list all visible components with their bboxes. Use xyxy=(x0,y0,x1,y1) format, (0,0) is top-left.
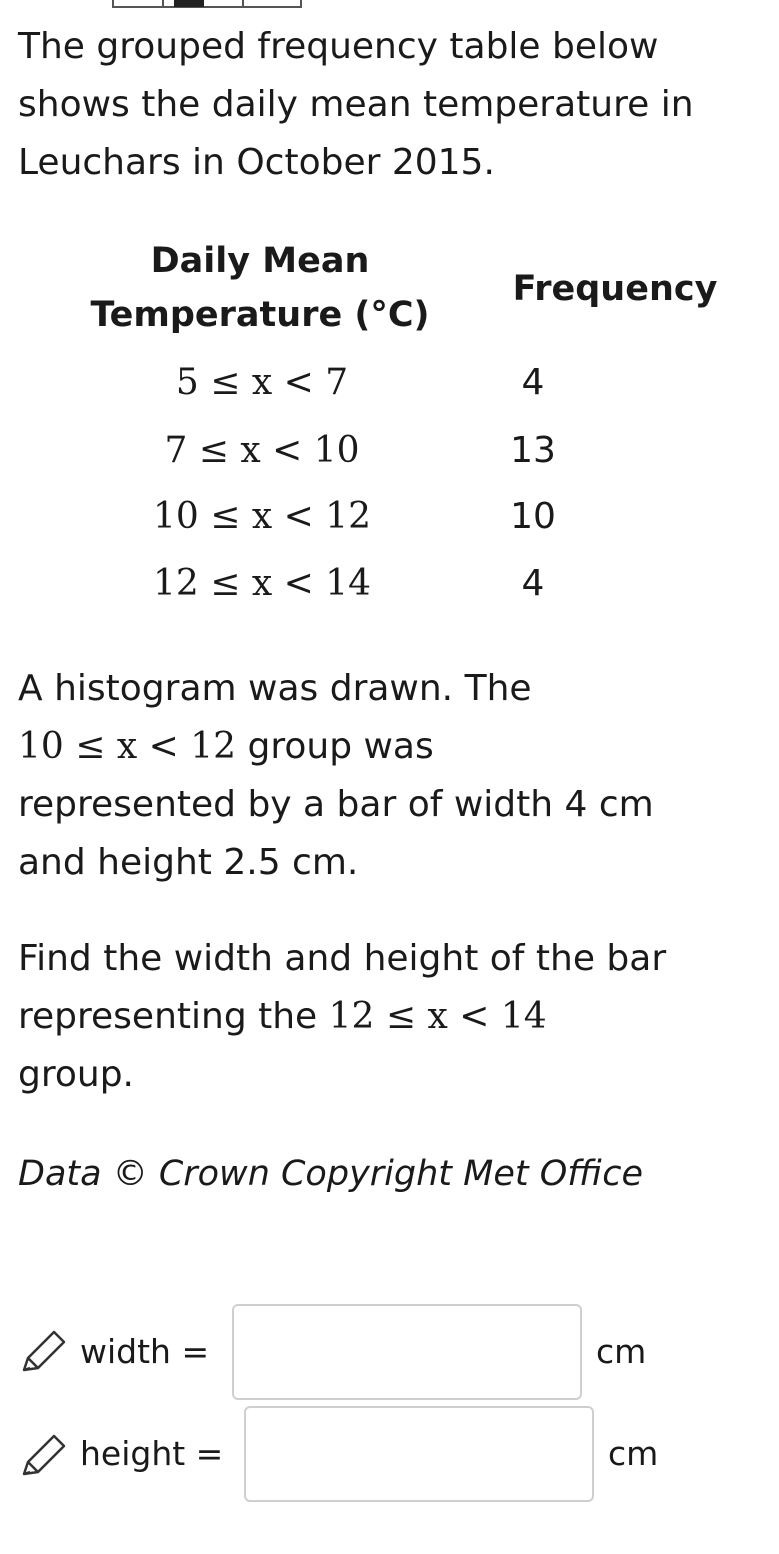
hist-line-1: A histogram was drawn. The xyxy=(18,668,532,709)
hist-line-2-text: group was xyxy=(247,726,434,767)
width-answer-row xyxy=(18,1304,718,1404)
table-row-frequency: 4 xyxy=(521,362,545,403)
progress-divider xyxy=(300,0,302,8)
width-unit: cm xyxy=(596,1332,647,1371)
data-credit: Data © Crown Copyright Met Office xyxy=(18,1154,644,1194)
find-line-1: Find the width and height of the bar xyxy=(18,938,667,979)
hist-line-4: and height 2.5 cm. xyxy=(18,842,359,883)
table-row-range: 12 ≤ x < 14 xyxy=(152,563,372,604)
find-line-2-text: representing the xyxy=(18,996,318,1037)
pencil-icon xyxy=(18,1430,70,1480)
table-row-frequency: 10 xyxy=(510,496,556,537)
progress-divider xyxy=(162,0,164,8)
find-line-3: group. xyxy=(18,1054,134,1095)
progress-current-marker xyxy=(174,0,204,7)
pencil-icon xyxy=(18,1326,70,1376)
question-progress-strip xyxy=(112,0,302,8)
table-row-range: 5 ≤ x < 7 xyxy=(175,362,349,403)
hist-line-2 xyxy=(18,718,758,776)
find-line-2 xyxy=(18,988,758,1046)
histogram-description xyxy=(18,660,758,892)
progress-divider xyxy=(242,0,244,8)
table-row-range: 7 ≤ x < 10 xyxy=(164,430,360,471)
height-unit: cm xyxy=(608,1434,659,1473)
header-temp-line1: Daily Mean xyxy=(150,241,370,281)
table-row-frequency: 4 xyxy=(521,563,545,604)
target-group-math: 12 ≤ x < 14 xyxy=(328,996,547,1037)
width-label: width = xyxy=(80,1332,210,1371)
given-group-math: 10 ≤ x < 12 xyxy=(18,726,237,767)
find-instruction xyxy=(18,930,758,1104)
header-temp-line2: Temperature (°C) xyxy=(90,295,430,335)
height-label: height = xyxy=(80,1434,224,1473)
table-header-frequency: Frequency xyxy=(512,269,718,309)
table-header-temperature xyxy=(60,234,460,342)
table-row-frequency: 13 xyxy=(510,430,556,471)
hist-line-3: represented by a bar of width 4 cm xyxy=(18,784,654,825)
height-input[interactable] xyxy=(244,1406,594,1502)
height-answer-row xyxy=(18,1406,718,1506)
table-row-range: 10 ≤ x < 12 xyxy=(152,496,372,537)
width-input[interactable] xyxy=(232,1304,582,1400)
progress-divider xyxy=(112,0,114,8)
question-intro: The grouped frequency table below shows the daily mean temperature in Leuchars in October 2015. xyxy=(18,26,694,183)
